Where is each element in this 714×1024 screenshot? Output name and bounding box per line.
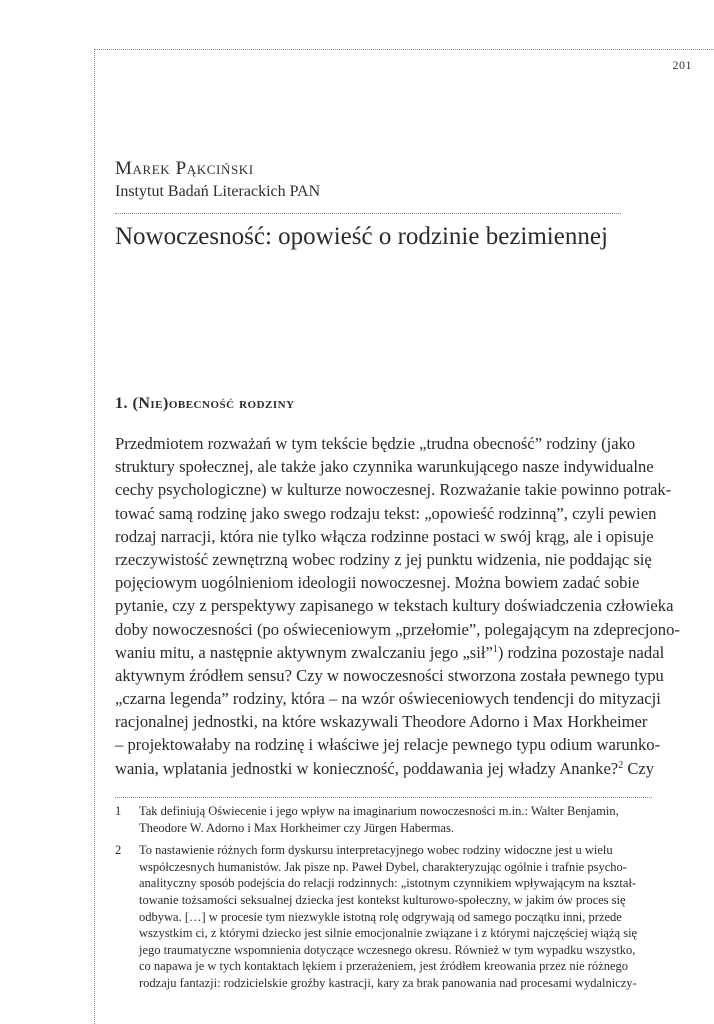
body-line: racjonalnej jednostki, na które wskazywali Theodore Adorno i Max Horkheimer [115,712,648,732]
title-divider [115,213,621,214]
page-frame-left-border [94,49,95,1024]
page-number: 201 [672,58,692,72]
body-line-text: wania, wplatania jednostki w konieczność, poddawania jej władzy Ananke? [115,758,619,778]
body-line: tować samą rodzinę jako swego rodzaju tekst: „opowieść rodzinną”, czyli pewien [115,503,657,523]
body-line: cechy psychologiczne) w kulturze nowoczesnej. Rozważanie takie powinno potrak- [115,480,672,500]
body-line-text: waniu mitu, a następnie aktywnym zwalczaniu jego „sił” [115,642,493,662]
footnote-line: odbywa. […] w procesie tym niezwykle istotną rolę odgrywają od samego początku inni, przede [139,909,622,924]
body-line [115,641,665,664]
footnote-line: co napawa je w tych kontaktach lękiem i przerażeniem, jest źródłem kreowania przez nie różnego [139,959,629,974]
footnote-line: rodzaju fantazji: rodzicielskie groźby kastracji, kary za brak panowania nad procesami wydalniczy- [139,975,637,990]
body-line: pojęciowym uogólnieniom ideologii nowoczesnej. Można bowiem zadać sobie [115,573,640,593]
footnote-line: To nastawienie różnych form dyskursu interpretacyjnego wobec rodziny widoczne jest u wielu [139,843,613,858]
body-line: rodzaj narracji, która nie tylko włącza rodzinne postaci w swój krąg, ale i opisuje [115,526,654,546]
body-line: doby nowoczesności (po oświeceniowym „przełomie”, polegającym na zdeprecjono- [115,619,680,639]
footnote-line: współczesnych humanistów. Jak pisze np. Paweł Dybel, charakteryzując ogólnie i trafnie psycho- [139,859,627,874]
footnote-number: 1 [115,804,122,818]
footnote-line: jego traumatyczne wspomnienia dotyczące wczesnego okresu. Również w tym wypadku wszystko, [139,942,636,957]
footnote-text [139,842,655,991]
footnote-text [139,803,655,836]
author-affiliation: Instytut Badań Literackich PAN [115,183,321,200]
body-line: rzeczywistość zewnętrzną wobec rodziny z jej punktu widzenia, nie poddając się [115,549,652,569]
footnote-divider [115,797,652,798]
footnote-line: Theodore W. Adorno i Max Horkheimer czy Jürgen Habermas. [139,820,454,835]
footnote-line: analityczny sposób podejścia do relacji rodzinnych: „istotnym czynnikiem wpływającym na kształ- [139,876,637,891]
body-line: „czarna legenda” rodziny, która – na wzór oświeceniowych tendencji do mityzacji [115,689,661,709]
body-line: Przedmiotem rozważań w tym tekście będzie „trudna obecność” rodziny (jako [115,434,636,453]
footnote-item [115,842,655,991]
body-line: aktywnym źródłem sensu? Czy w nowoczesności stworzona została pewnego typu [115,665,664,685]
page-frame-top-border [94,49,714,50]
article-title: Nowoczesność: opowieść o rodzinie bezimiennej [115,223,608,250]
author-name: Marek Pąkciński [115,158,254,179]
section-heading: 1. (Nie)obecność rodziny [115,395,295,412]
footnote-line: wszystkim ci, z którymi dziecko jest silnie emocjonalnie związane i z którymi najczęściej wiążą się [139,926,638,941]
body-line: struktury społecznej, ale także jako czynnika warunkującego nasze indywidualne [115,457,654,477]
footnote-number: 2 [115,843,122,858]
body-line: pytanie, czy z perspektywy zapisanego w tekstach kultury doświadczenia człowieka [115,596,674,616]
footnotes [115,803,655,998]
body-paragraph [115,432,680,780]
body-line: – projektowałaby na rodzinę i właściwe jej relacje pewnego typu odium warunko- [115,735,661,755]
footnote-item [115,803,655,836]
footnote-reference[interactable]: 1 [492,643,498,655]
footnote-line: Tak definiują Oświecenie i jego wpływ na imaginarium nowoczesności m.in.: Walter Benjamin, [139,804,619,818]
footnote-reference[interactable]: 2 [618,759,624,771]
body-line-text: ) rodzina pozostaje nadal [497,642,665,662]
footnote-line: towanie tożsamości seksualnej dziecka jest kontekst kulturowo-społeczny, w jakim ów proces się [139,892,626,907]
body-line [115,757,655,780]
body-line-text: Czy [623,758,655,778]
